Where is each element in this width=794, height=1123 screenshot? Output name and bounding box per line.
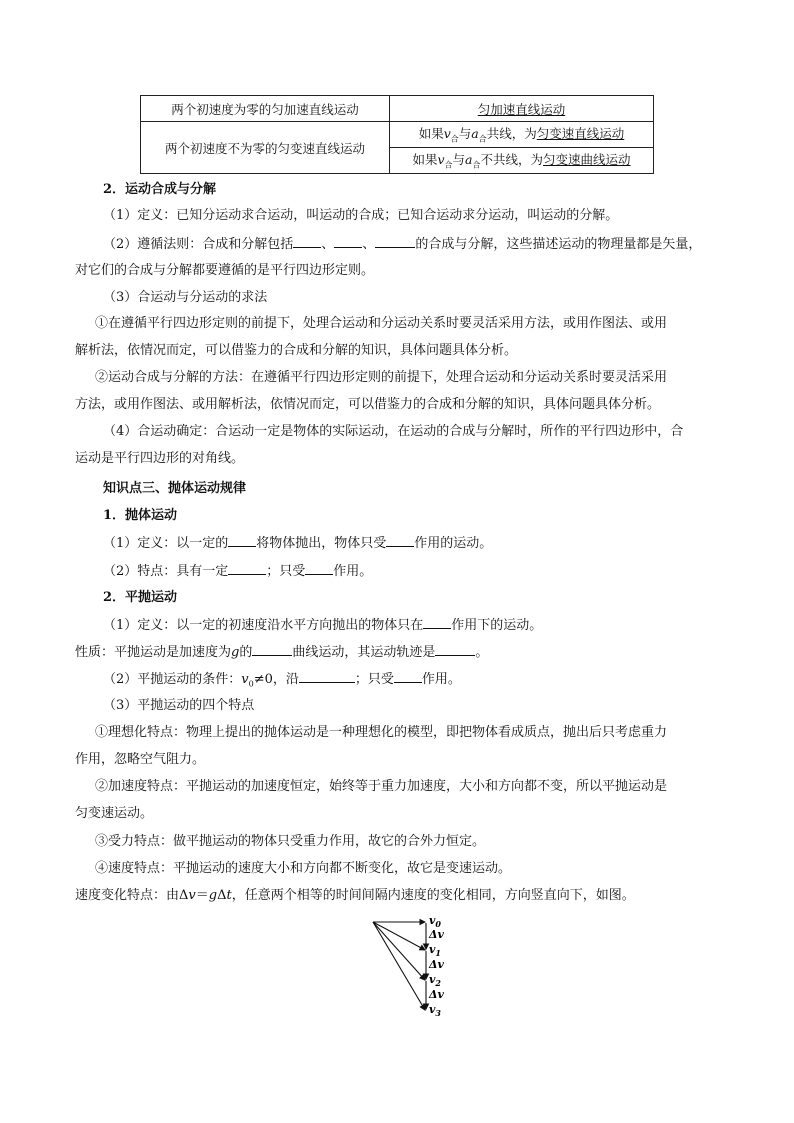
paragraph — [103, 670, 753, 694]
fill-blank — [386, 534, 414, 547]
symbol-g: g — [208, 888, 218, 903]
cell-text: 如果 — [412, 152, 438, 168]
text: ＝ — [195, 888, 209, 903]
paragraph: （4）合运动确定：合运动一定是物体的实际运动，在运动的合成与分解时，所作的平行四边形中，合 — [103, 424, 684, 439]
velocity-vector-diagram — [365, 912, 455, 1024]
table-cell — [390, 96, 654, 122]
paragraph: ②运动合成与分解的方法：在遵循平行四边形定则的前提下，处理合运动和分运动关系时要灵活采用 — [95, 370, 668, 385]
paragraph: （3）平抛运动的四个特点 — [103, 698, 255, 713]
text: 作用下的运动。 — [451, 618, 543, 633]
subscript: 合 — [444, 160, 453, 170]
cell-result: 匀变速曲线运动 — [543, 152, 631, 168]
table-cell — [390, 148, 654, 174]
label-subscript: 1 — [435, 948, 441, 958]
summary-table — [140, 95, 654, 174]
text: 作用。 — [421, 672, 461, 687]
paragraph: ①在遵循平行四边形定则的前提下，处理合运动和分运动关系时要灵活采用方法，或用作图法、或用 — [95, 316, 668, 331]
text: （2）特点：具有一定 — [103, 564, 229, 579]
paragraph: ②加速度特点：平抛运动的加速度恒定，始终等于重力加速度，大小和方向都不变，所以平抛运动是 — [95, 779, 668, 794]
fill-blank — [394, 670, 422, 683]
table-row — [141, 96, 654, 122]
text: （2）平抛运动的条件： — [103, 672, 242, 687]
text: 。 — [475, 645, 489, 660]
cell-result: 匀变速直线运动 — [536, 126, 625, 142]
paragraph — [103, 534, 753, 553]
fill-blank — [228, 562, 266, 575]
text: 作用的运动。 — [414, 536, 493, 551]
fill-blank — [305, 562, 333, 575]
text: 性质：平抛运动是加速度为 — [75, 645, 232, 660]
table-cell: 两个初速度为零的匀加速直线运动 — [141, 96, 390, 122]
subscript: 合 — [450, 134, 459, 144]
subscript: 0 — [248, 679, 254, 689]
velocity-label: $v_1$ — [429, 943, 441, 958]
text: 、 — [362, 237, 376, 252]
paragraph: （1）定义：已知分运动求合运动，叫运动的合成；已知合运动求分运动，叫运动的分解。 — [103, 208, 619, 223]
text: ；只受 — [354, 672, 394, 687]
paragraph: 解析法，依情况而定，可以借鉴力的合成和分解的知识，具体问题具体分析。 — [75, 343, 518, 358]
text: 的合成与分解，这些描述运动的物理量都是矢量， — [415, 237, 702, 252]
paragraph: ④速度特点：平抛运动的速度大小和方向都不断变化，故它是变速运动。 — [95, 861, 512, 876]
fill-blank — [293, 235, 321, 248]
paragraph: （3）合运动与分运动的求法 — [103, 290, 268, 305]
subsection-heading: 1．抛体运动 — [103, 508, 178, 523]
label-subscript: 2 — [435, 978, 441, 988]
velocity-label: $v_2$ — [429, 973, 441, 988]
subsection-heading: 2．平抛运动 — [103, 590, 178, 605]
fill-blank — [423, 616, 451, 629]
text: （1）定义：以一定的初速度沿水平方向抛出的物体只在 — [103, 618, 424, 633]
paragraph — [75, 643, 725, 662]
fill-blank — [435, 643, 475, 656]
paragraph: 作用，忽略空气阻力。 — [75, 752, 206, 767]
symbol-v: v — [437, 152, 445, 168]
symbol-t: t — [226, 888, 232, 903]
table-row — [141, 122, 654, 148]
fill-blank — [252, 643, 292, 656]
text: （1）定义：以一定的 — [103, 536, 229, 551]
fill-blank — [299, 670, 355, 683]
label-subscript: 0 — [435, 919, 441, 929]
text: 速度变化特点：由Δ — [75, 888, 189, 903]
text: 将物体抛出，物体只受 — [256, 536, 387, 551]
fill-blank — [228, 534, 256, 547]
paragraph: ①理想化特点：物理上提出的抛体运动是一种理想化的模型，即把物体看成质点，抛出后只考虑重力 — [95, 725, 668, 740]
delta-v-label: Δv — [429, 958, 444, 971]
table-cell — [390, 122, 654, 148]
label-subscript: 3 — [435, 1008, 441, 1018]
symbol-a: a — [471, 126, 479, 142]
table-cell: 两个初速度不为零的匀变速直线运动 — [141, 122, 390, 174]
text: 的 — [239, 645, 253, 660]
table-cell-text: 匀加速直线运动 — [477, 101, 566, 117]
paragraph: 方法，或用作图法、或用解析法，依情况而定，可以借鉴力的合成和分解的知识，具体问题具体分析。 — [75, 397, 661, 412]
symbol-a: a — [465, 152, 473, 168]
paragraph: 对它们的合成与分解都要遵循的是平行四边形定则。 — [75, 263, 375, 278]
text: ≠0，沿 — [253, 672, 299, 687]
symbol-v: v — [188, 888, 196, 903]
text: （2）遵循法则：合成和分解包括 — [103, 237, 294, 252]
delta-v-label: Δv — [429, 988, 444, 1001]
velocity-label: $v_3$ — [429, 1003, 441, 1018]
text: ，任意两个相等的时间间隔内速度的变化相同，方向竖直向下，如图。 — [231, 888, 635, 903]
symbol-g: g — [231, 645, 240, 660]
arrow-v2 — [373, 922, 425, 980]
subscript: 合 — [478, 134, 487, 144]
subscript: 合 — [472, 160, 481, 170]
delta-v-label: Δv — [429, 928, 444, 941]
section-heading: 知识点三、抛体运动规律 — [103, 481, 247, 496]
velocity-arrows — [373, 922, 426, 1010]
text: 、 — [321, 237, 335, 252]
paragraph — [103, 616, 753, 635]
section-heading: 2．运动合成与分解 — [103, 182, 217, 197]
paragraph — [103, 562, 753, 581]
symbol-v: v — [241, 672, 249, 687]
velocity-label: $v_0$ — [429, 914, 441, 929]
paragraph: 运动是平行四边形的对角线。 — [75, 451, 245, 466]
text: ；只受 — [266, 564, 306, 579]
cell-text: 与 — [458, 126, 472, 142]
text: 曲线运动，其运动轨迹是 — [292, 645, 436, 660]
text: 作用。 — [333, 564, 373, 579]
cell-text: 共线，为 — [486, 126, 537, 142]
paragraph: 匀变速运动。 — [75, 806, 154, 821]
cell-text: 如果 — [418, 126, 444, 142]
paragraph — [75, 887, 725, 905]
symbol-v: v — [443, 126, 451, 142]
fill-blank — [375, 235, 415, 248]
text: Δ — [217, 888, 227, 903]
cell-text: 不共线，为 — [480, 152, 544, 168]
paragraph — [103, 235, 753, 254]
fill-blank — [334, 235, 362, 248]
arrow-v3 — [373, 922, 425, 1010]
paragraph: ③受力特点：做平抛运动的物体只受重力作用，故它的合外力恒定。 — [95, 834, 486, 849]
vector-labels — [428, 914, 445, 1018]
cell-text: 与 — [452, 152, 466, 168]
